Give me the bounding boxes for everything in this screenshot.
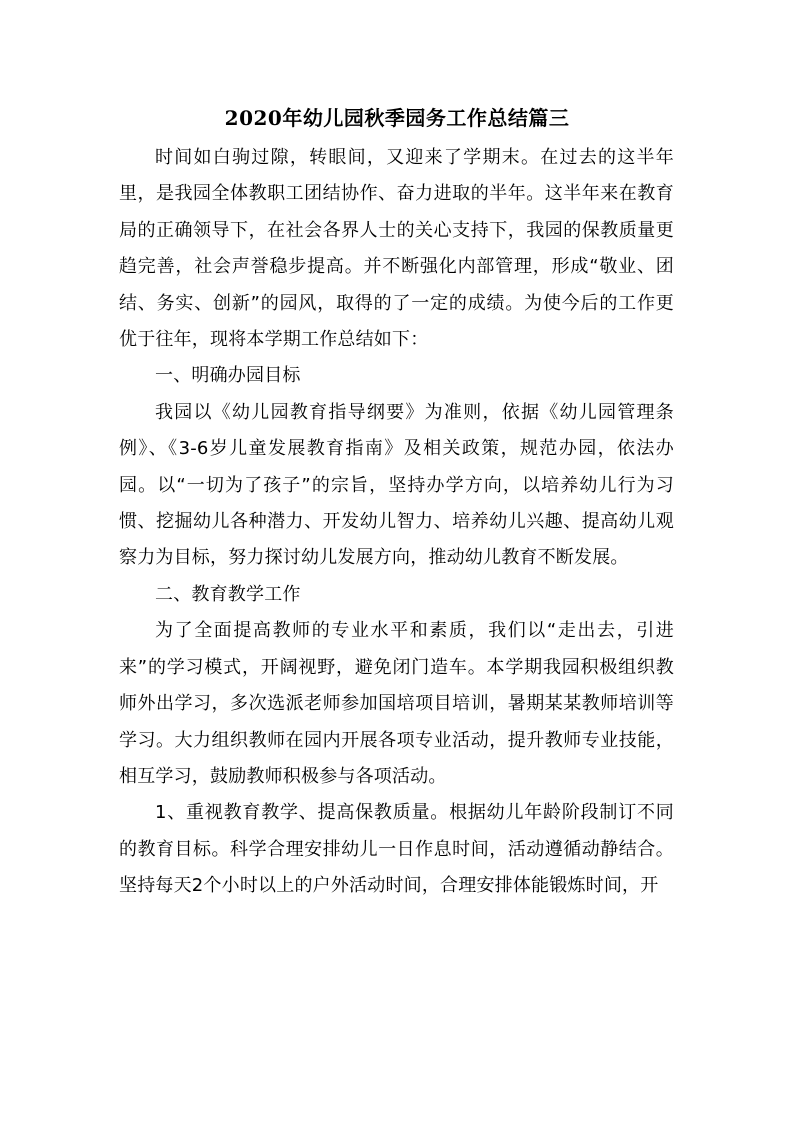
paragraph-goals: 我园以《幼儿园教育指导纲要》为准则，依据《幼儿园管理条例》、《3-6岁儿童发展教育指南》及相关政策，规范办园，依法办园。以“一切为了孩子”的宗旨，坚持办学方向，以培养幼儿行为习惯、挖掘幼儿各种潜力、开发幼儿智力、培养幼儿兴趣、提高幼儿观察力为目标，努力探讨幼儿发展方向，推动幼儿教育不断发展。 bbox=[119, 401, 674, 569]
section-heading-teaching: 二、教育教学工作 bbox=[155, 583, 301, 605]
section-heading-goals: 一、明确办园目标 bbox=[155, 365, 301, 387]
paragraph-quality: 1、重视教育教学、提高保教质量。根据幼儿年龄阶段制订不同的教育目标。科学合理安排幼儿一日作息时间，活动遵循动静结合。坚持每天2个小时以上的户外活动时间，合理安排体能锻炼时间，开 bbox=[119, 802, 674, 897]
paragraph-intro: 时间如白驹过隙，转眼间，又迎来了学期末。在过去的这半年里，是我园全体教职工团结协作、奋力进取的半年。这半年来在教育局的正确领导下，在社会各界人士的关心支持下，我园的保教质量更趋完善，社会声誉稳步提高。并不断强化内部管理，形成“敬业、团结、务实、创新”的园风，取得的了一定的成绩。为使今后的工作更优于往年，现将本学期工作总结如下： bbox=[119, 147, 674, 351]
paragraph-teaching: 为了全面提高教师的专业水平和素质，我们以“走出去，引进来”的学习模式，开阔视野，避免闭门造车。本学期我园积极组织教师外出学习，多次选派老师参加国培项目培训，暑期某某教师培训等学习。大力组织教师在园内开展各项专业活动，提升教师专业技能，相互学习，鼓励教师积极参与各项活动。 bbox=[119, 620, 674, 787]
document-body bbox=[119, 140, 674, 905]
document-title: 2020年幼儿园秋季园务工作总结篇三 bbox=[224, 106, 570, 130]
